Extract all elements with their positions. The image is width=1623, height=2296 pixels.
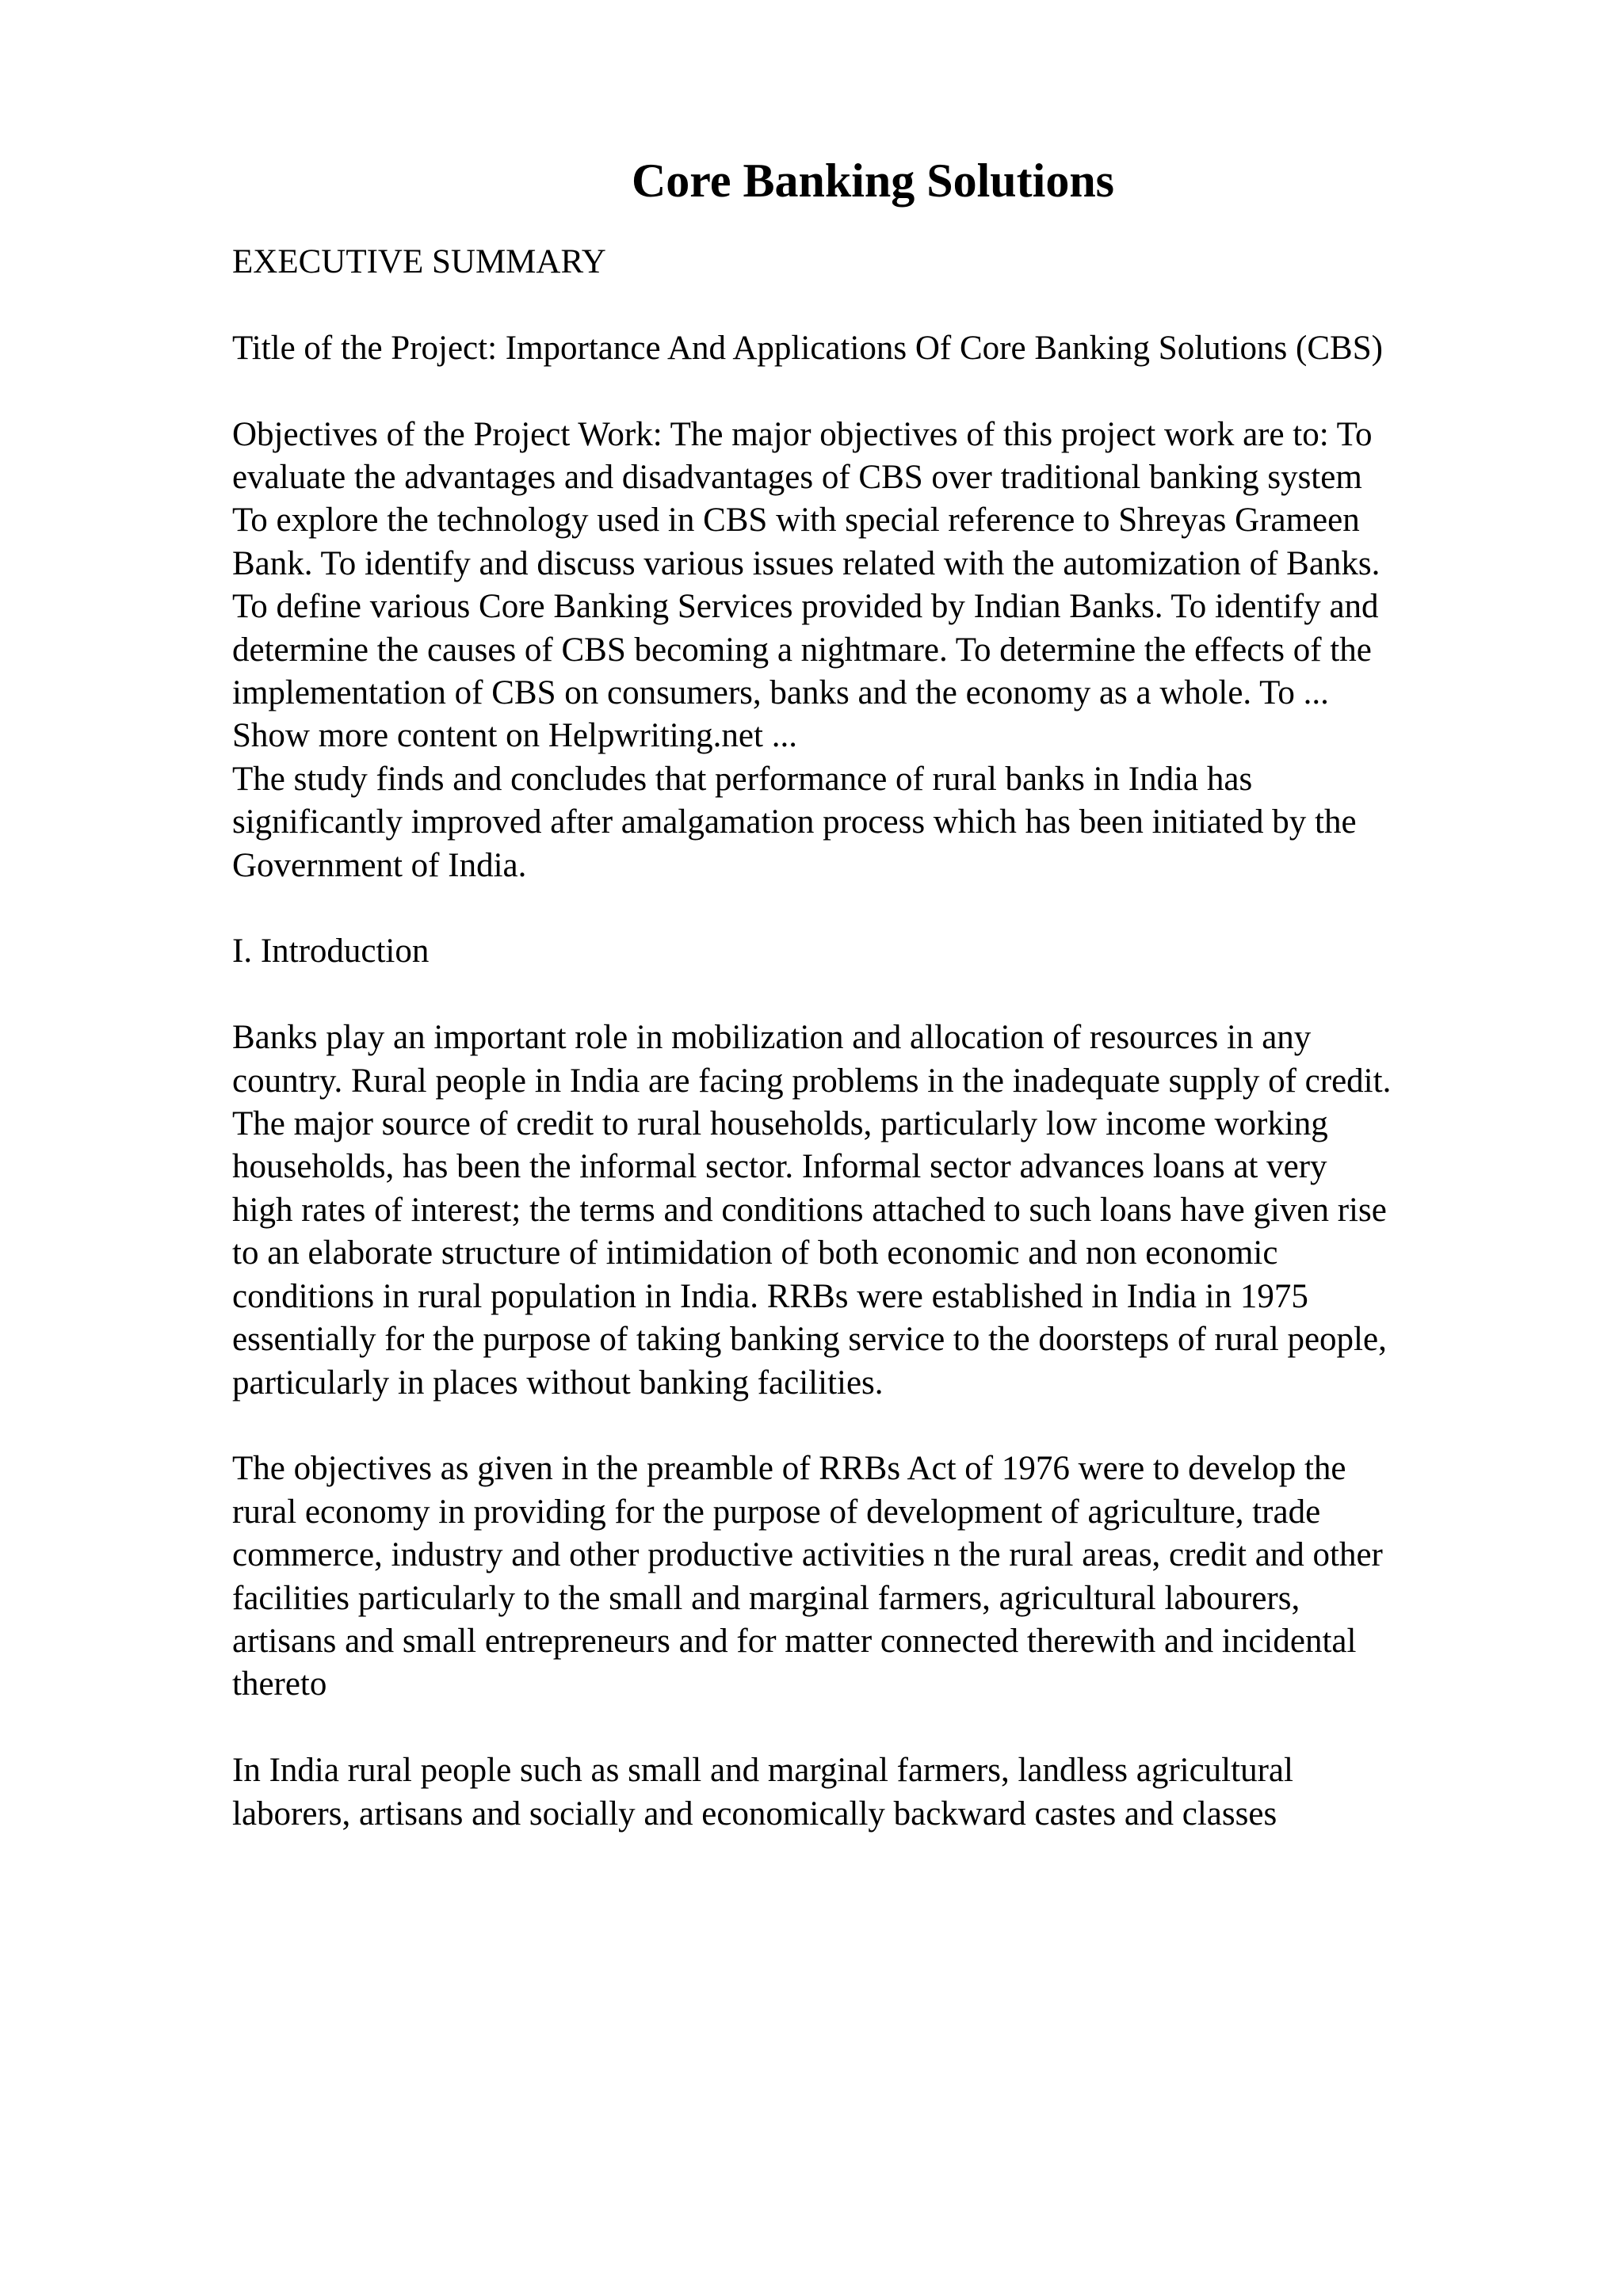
rrb-objectives-paragraph — [232, 1447, 1500, 1706]
objectives-line: evaluate the advantages and disadvantages of CBS over traditional banking system — [232, 459, 1362, 496]
project-title-paragraph: Title of the Project: Importance And Applications Of Core Banking Solutions (CBS) — [232, 329, 1383, 367]
document-body — [232, 241, 1500, 1836]
banks-line: essentially for the purpose of taking banking service to the doorsteps of rural people, — [232, 1321, 1387, 1359]
rural-people-line: laborers, artisans and socially and economically backward castes and classes — [232, 1794, 1277, 1833]
objectives-line: implementation of CBS on consumers, banks and the economy as a whole. To ... — [232, 674, 1329, 712]
study-paragraph — [232, 758, 1500, 887]
banks-line: to an elaborate structure of intimidation of both economic and non economic — [232, 1234, 1278, 1272]
banks-line: households, has been the informal sector. Informal sector advances loans at very — [232, 1148, 1327, 1186]
banks-line: high rates of interest; the terms and conditions attached to such loans have given rise — [232, 1191, 1387, 1229]
banks-line: Banks play an important role in mobilization and allocation of resources in any — [232, 1019, 1312, 1057]
objectives-line: To define various Core Banking Services provided by Indian Banks. To identify and — [232, 588, 1379, 626]
banks-line: country. Rural people in India are facing problems in the inadequate supply of credit. — [232, 1062, 1392, 1100]
document-title: Core Banking Solutions — [631, 154, 1115, 207]
rural-people-paragraph — [232, 1749, 1500, 1836]
study-line: The study finds and concludes that performance of rural banks in India has — [232, 760, 1253, 798]
rrb-objectives-line: The objectives as given in the preamble of RRBs Act of 1976 were to develop the — [232, 1450, 1346, 1488]
executive-summary-heading: EXECUTIVE SUMMARY — [232, 243, 606, 280]
rrb-objectives-line: artisans and small entrepreneurs and for matter connected therewith and incidental — [232, 1622, 1357, 1660]
banks-paragraph — [232, 1016, 1500, 1405]
banks-line: The major source of credit to rural households, particularly low income working — [232, 1105, 1328, 1143]
rrb-objectives-line: thereto — [232, 1665, 327, 1703]
rrb-objectives-line: facilities particularly to the small and marginal farmers, agricultural labourers, — [232, 1579, 1300, 1617]
banks-line: conditions in rural population in India. RRBs were established in India in 1975 — [232, 1277, 1308, 1315]
study-line: significantly improved after amalgamation process which has been initiated by the — [232, 803, 1357, 841]
objectives-line: Objectives of the Project Work: The major objectives of this project work are to: To — [232, 415, 1373, 453]
objectives-line: To explore the technology used in CBS with special reference to Shreyas Grameen — [232, 502, 1360, 540]
rural-people-line: In India rural people such as small and marginal farmers, landless agricultural — [232, 1752, 1293, 1790]
study-line: Government of India. — [232, 846, 527, 884]
rrb-objectives-line: commerce, industry and other productive activities n the rural areas, credit and other — [232, 1536, 1383, 1574]
rrb-objectives-line: rural economy in providing for the purpose of development of agriculture, trade — [232, 1493, 1321, 1531]
objectives-line: determine the causes of CBS becoming a nightmare. To determine the effects of the — [232, 631, 1372, 669]
banks-line: particularly in places without banking facilities. — [232, 1363, 884, 1402]
introduction-heading: I. Introduction — [232, 933, 430, 971]
objectives-paragraph — [232, 414, 1500, 758]
objectives-line: Bank. To identify and discuss various issues related with the automization of Banks. — [232, 544, 1381, 582]
show-more-line: Show more content on Helpwriting.net ... — [232, 717, 797, 755]
